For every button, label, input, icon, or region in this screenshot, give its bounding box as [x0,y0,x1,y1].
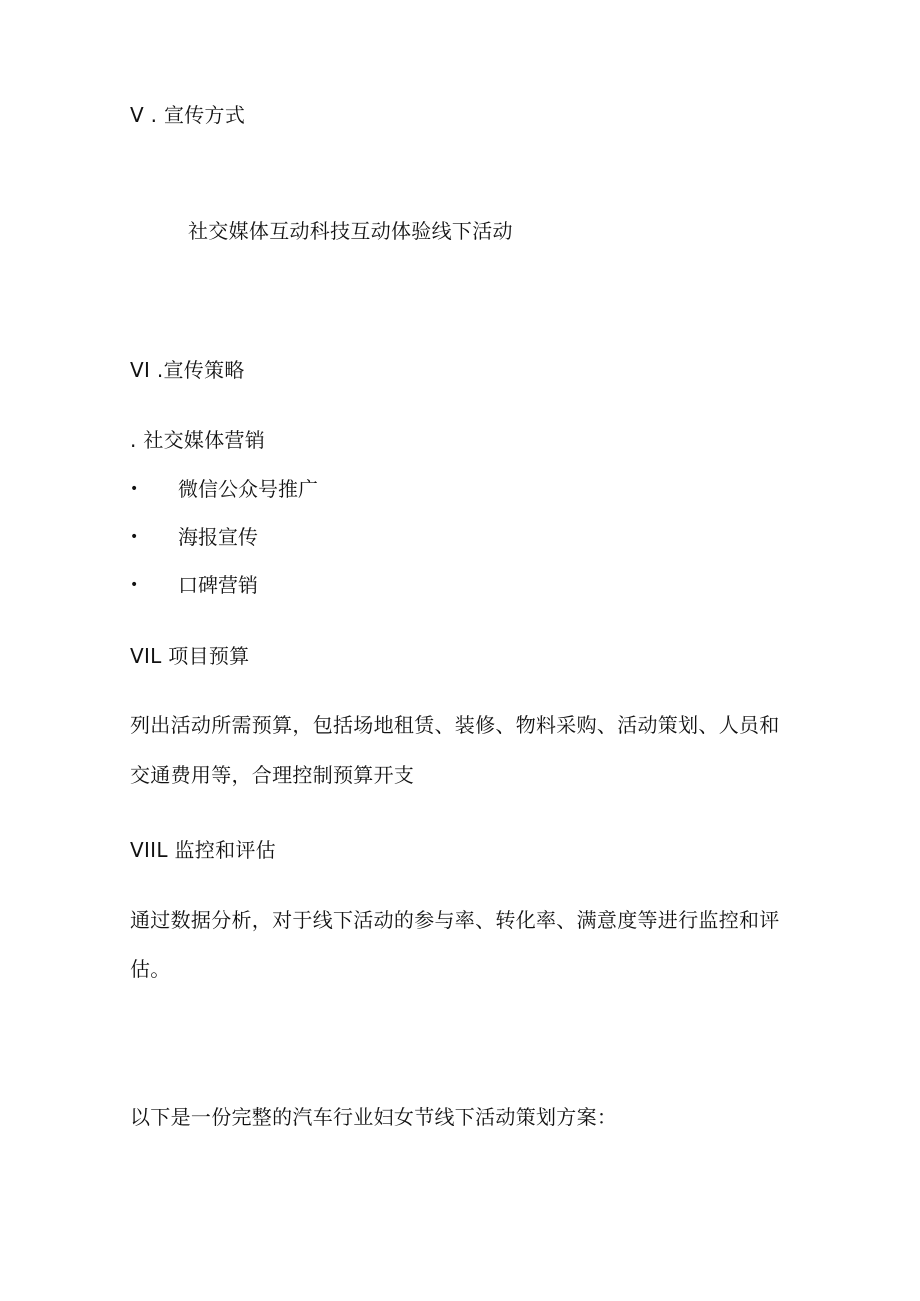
section-v-heading: V . 宣传方式 [130,103,246,127]
section-vii-paragraph-line: 交通费用等，合理控制预算开支 [130,763,415,787]
bullet-icon: • [130,529,139,545]
section-vii-paragraph-line: 列出活动所需预算，包括场地租赁、装修、物料采购、活动策划、人员和 [130,713,780,737]
list-item-text: 海报宣传 [178,525,258,549]
bullet-icon: • [130,577,139,593]
section-v-content: 社交媒体互动科技互动体验线下活动 [188,219,513,243]
closing-sentence: 以下是一份完整的汽车行业妇女节线下活动策划方案： [130,1105,618,1129]
section-vi-heading: VI .宣传策略 [130,358,245,382]
section-viii-paragraph-line: 通过数据分析，对于线下活动的参与率、转化率、满意度等进行监控和评 [130,908,780,932]
list-item-text: 口碑营销 [178,573,258,597]
section-vi-subheading: . 社交媒体营销 [130,428,266,452]
bullet-icon: • [130,481,139,497]
list-item-text: 微信公众号推广 [178,477,318,501]
section-viii-paragraph-line: 估。 [130,957,171,981]
section-viii-heading: VIIL 监控和评估 [130,838,276,862]
section-vii-heading: VIL 项目预算 [130,644,250,668]
